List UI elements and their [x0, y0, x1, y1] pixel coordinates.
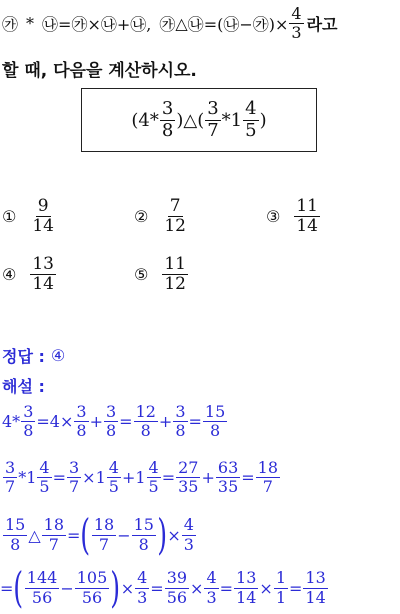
expr-fraction-1: $\frac{3}{8}$ — [161, 98, 174, 141]
answer-label: 정답 : — [2, 347, 45, 366]
answer-line — [2, 344, 65, 367]
problem-definition-line — [2, 6, 338, 42]
sol-text: × — [120, 578, 135, 598]
sol-fraction: $\frac{39}{56}$ — [166, 568, 188, 607]
option-mark: ② — [134, 207, 149, 227]
expr-star-one: *1 — [221, 109, 243, 131]
option-5[interactable] — [134, 256, 189, 294]
sol-fraction: $\frac{4}{5}$ — [108, 458, 119, 497]
sol-fraction: $\frac{3}{7}$ — [5, 458, 16, 497]
solution-line-2 — [2, 460, 281, 496]
option-fraction: $\frac{11}{12}$ — [164, 254, 186, 295]
option-mark: ④ — [2, 265, 17, 285]
sol-fraction: $\frac{15}{8}$ — [5, 515, 26, 554]
sol-fraction: $\frac{18}{7}$ — [257, 458, 279, 497]
fraction-four-thirds: $\frac{4}{3}$ — [291, 4, 302, 43]
option-1[interactable] — [2, 198, 57, 236]
option-mark: ③ — [266, 207, 281, 227]
sol-fraction: $\frac{4}{3}$ — [206, 568, 217, 607]
answer-value: ④ — [50, 346, 66, 365]
explanation-label: 해설 : — [2, 377, 45, 396]
definition-star-rhs: =㉮×㉯+㉯, — [58, 15, 152, 35]
sol-text: + — [158, 412, 173, 432]
sol-fraction: $\frac{105}{56}$ — [76, 568, 108, 607]
sol-text: = — [289, 578, 303, 598]
left-paren: ( — [80, 510, 91, 559]
sol-text: = — [52, 468, 66, 488]
sol-text: − — [60, 578, 74, 598]
right-paren: ) — [157, 510, 168, 559]
expr-fraction-3: $\frac{4}{5}$ — [245, 98, 257, 141]
sol-text: + — [201, 468, 215, 488]
star-operator: * — [26, 14, 35, 34]
sol-text: = — [219, 578, 234, 598]
sol-fraction: $\frac{4}{5}$ — [39, 458, 50, 497]
sol-text: − — [117, 525, 131, 545]
problem-instruction: 할 때, 다음을 계산하시오. — [2, 61, 197, 81]
sol-text: × — [259, 578, 273, 598]
option-4[interactable] — [2, 256, 57, 294]
sol-fraction: $\frac{15}{8}$ — [204, 402, 226, 441]
sol-fraction: $\frac{4}{3}$ — [183, 515, 194, 554]
option-fraction: $\frac{9}{14}$ — [32, 196, 54, 237]
sol-text: 4* — [2, 412, 21, 432]
expr-open: (4* — [131, 109, 159, 131]
sol-fraction: $\frac{13}{14}$ — [236, 568, 257, 607]
sol-text: = — [119, 412, 133, 432]
sol-fraction: $\frac{1}{1}$ — [275, 568, 286, 607]
option-fraction: $\frac{7}{12}$ — [164, 196, 186, 237]
na-symbol-2: ㉯ — [187, 15, 204, 35]
definition-triangle-rhs: =(㉯−㉮)× — [203, 15, 289, 35]
sol-fraction: $\frac{63}{35}$ — [217, 458, 239, 497]
na-symbol: ㉯ — [42, 15, 59, 35]
right-paren: ) — [110, 563, 121, 612]
sol-text: = — [188, 412, 202, 432]
sol-text: = — [0, 578, 14, 598]
solution-line-1 — [2, 404, 228, 440]
sol-text: +1 — [121, 468, 146, 488]
ga-symbol-2: ㉮ — [159, 15, 176, 35]
suffix-text: 라고 — [306, 15, 338, 35]
sol-text: = — [150, 578, 164, 598]
solution-line-3 — [2, 510, 197, 559]
sol-text: × — [167, 525, 181, 545]
sol-text: = — [241, 468, 255, 488]
sol-text: × — [190, 578, 204, 598]
sol-fraction: $\frac{3}{8}$ — [105, 402, 117, 441]
sol-text: △ — [28, 525, 41, 545]
sol-text: *1 — [18, 468, 37, 488]
sol-fraction: $\frac{3}{7}$ — [68, 458, 80, 497]
sol-fraction: $\frac{4}{5}$ — [148, 458, 159, 497]
left-paren: ( — [13, 563, 24, 612]
expression-box — [81, 88, 317, 152]
sol-fraction: $\frac{12}{8}$ — [135, 402, 156, 441]
sol-text: + — [89, 412, 103, 432]
sol-fraction: $\frac{3}{8}$ — [76, 402, 87, 441]
sol-fraction: $\frac{18}{7}$ — [93, 515, 115, 554]
sol-text: =4× — [36, 412, 74, 432]
expr-close: ) — [259, 109, 267, 131]
option-mark: ⑤ — [134, 265, 149, 285]
sol-fraction: $\frac{144}{56}$ — [26, 568, 58, 607]
sol-text: ×1 — [82, 468, 106, 488]
option-mark: ① — [2, 207, 17, 227]
sol-fraction: $\frac{4}{3}$ — [137, 568, 148, 607]
sol-fraction: $\frac{13}{14}$ — [305, 568, 326, 607]
sol-text: = — [67, 525, 81, 545]
sol-text: = — [161, 468, 176, 488]
expr-middle: )△( — [176, 109, 205, 131]
solution-line-4 — [0, 563, 329, 612]
triangle-operator: △ — [175, 14, 188, 34]
option-3[interactable] — [266, 198, 321, 236]
option-fraction: $\frac{11}{14}$ — [296, 196, 318, 237]
sol-fraction: $\frac{18}{7}$ — [43, 515, 65, 554]
option-fraction: $\frac{13}{14}$ — [32, 254, 54, 295]
sol-fraction: $\frac{15}{8}$ — [133, 515, 154, 554]
expr-fraction-2: $\frac{3}{7}$ — [207, 98, 219, 141]
ga-symbol: ㉮ — [2, 15, 19, 35]
option-2[interactable] — [134, 198, 189, 236]
sol-fraction: $\frac{3}{8}$ — [175, 402, 186, 441]
sol-fraction: $\frac{3}{8}$ — [23, 402, 34, 441]
sol-fraction: $\frac{27}{35}$ — [178, 458, 199, 497]
